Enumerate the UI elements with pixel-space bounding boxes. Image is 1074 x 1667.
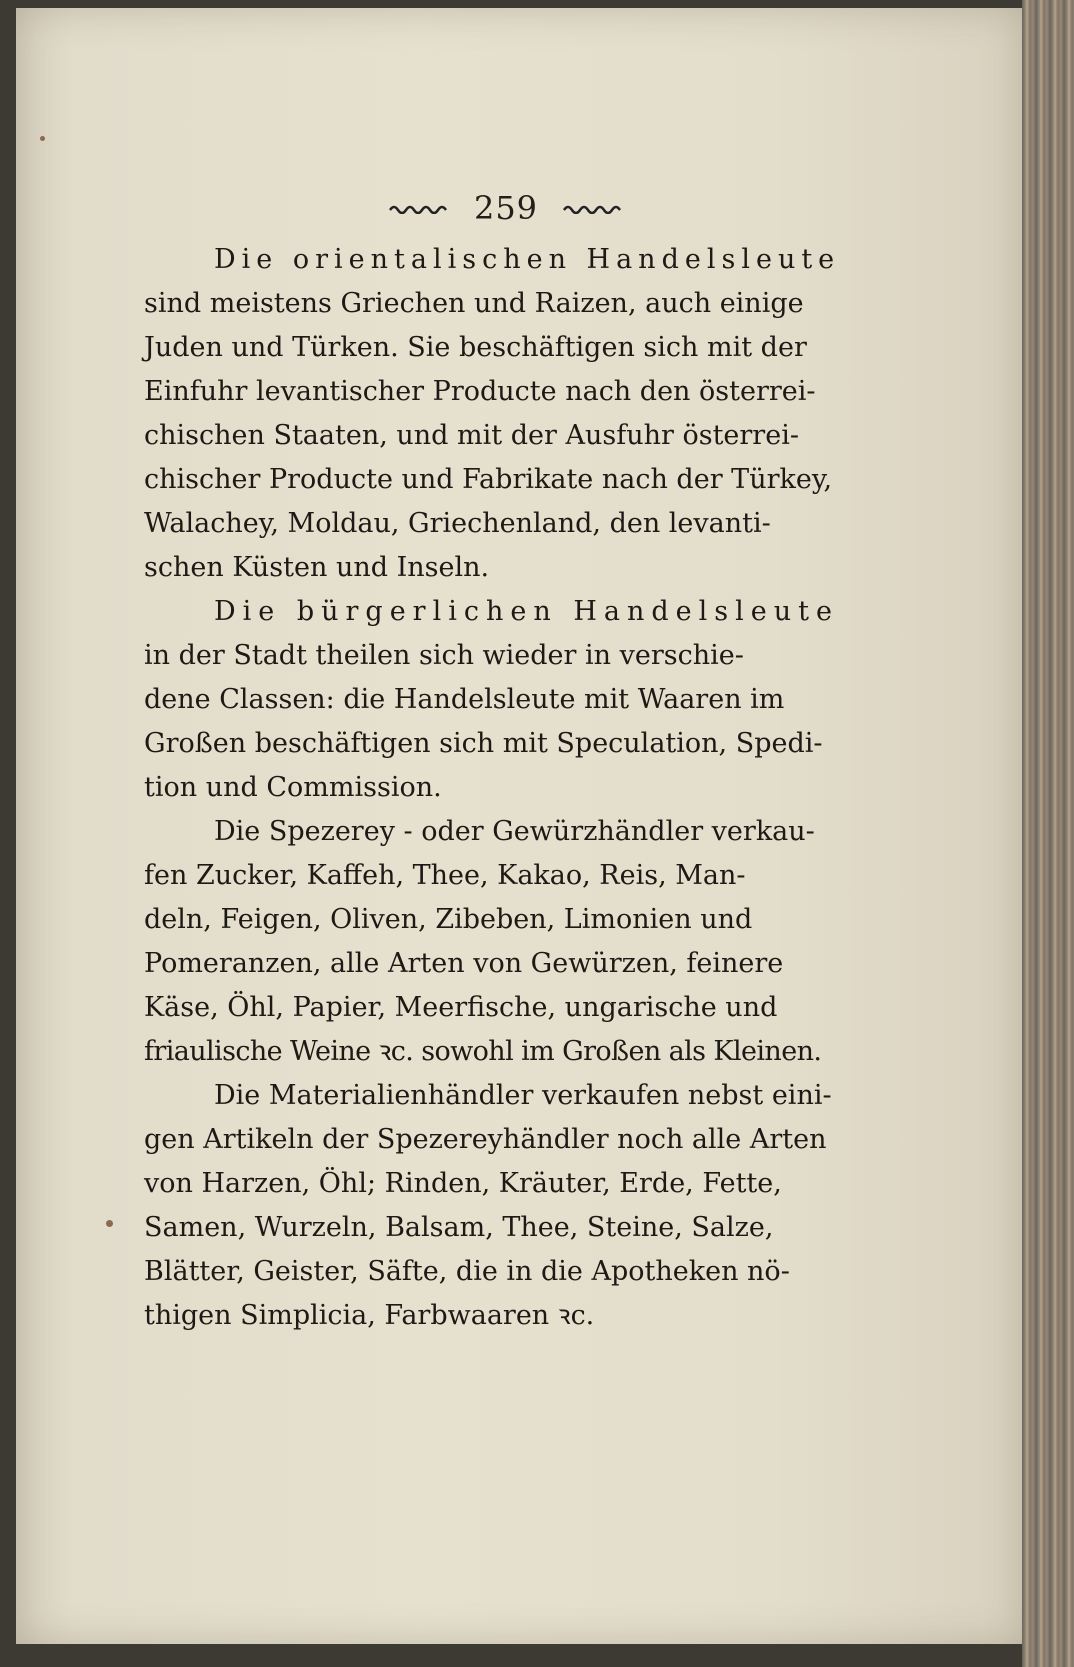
text-line [144, 546, 849, 590]
text-line [144, 326, 849, 370]
text-line-content: Großen beschäftigen sich mit Speculation, Spedi- [144, 728, 823, 759]
text-line [144, 370, 849, 414]
text-line [144, 238, 849, 282]
text-line-content: Pomeranzen, alle Arten von Gewürzen, feinere [144, 948, 784, 979]
text-line-content: Einfuhr levantischer Producte nach den österrei- [144, 376, 816, 407]
text-line-content: Samen, Wurzeln, Balsam, Thee, Steine, Salze, [144, 1212, 774, 1243]
text-line [144, 590, 849, 634]
text-line-content: Käse, Öhl, Papier, Meerfische, ungarische und [144, 992, 778, 1023]
text-line [144, 898, 849, 942]
text-line [144, 854, 849, 898]
text-line-content: Blätter, Geister, Säfte, die in die Apotheken nö- [144, 1256, 790, 1287]
text-line-content: von Harzen, Öhl; Rinden, Kräuter, Erde, Fette, [144, 1168, 782, 1199]
page-sheet [16, 8, 1022, 1644]
text-line-content: in der Stadt theilen sich wieder in verschie- [144, 640, 744, 671]
text-line [144, 986, 849, 1030]
stain-spot [106, 1220, 113, 1227]
text-line [144, 722, 849, 766]
text-line-content: fen Zucker, Kaffeh, Thee, Kakao, Reis, Man- [144, 860, 746, 891]
text-line-content: Die bürgerlichen Handelsleute [214, 596, 839, 627]
text-line [144, 502, 849, 546]
wavy-ornament-left-icon [388, 202, 450, 214]
text-line [144, 1294, 849, 1338]
wavy-ornament-right-icon [562, 202, 624, 214]
text-line [144, 1250, 849, 1294]
text-line [144, 1074, 849, 1118]
page-header [356, 183, 656, 233]
text-line-content: gen Artikeln der Spezereyhändler noch alle Arten [144, 1124, 827, 1155]
text-line-content: thigen Simplicia, Farbwaaren ꝛc. [144, 1300, 595, 1331]
text-line-content: Juden und Türken. Sie beschäftigen sich mit der [144, 332, 807, 363]
text-line-content: Die orientalischen Handelsleute [214, 244, 841, 275]
text-line [144, 282, 849, 326]
text-line-content: tion und Commission. [144, 772, 442, 803]
text-line-content: chischen Staaten, und mit der Ausfuhr österrei- [144, 420, 799, 451]
text-line-content: Die Materialienhändler verkaufen nebst eini- [214, 1080, 832, 1111]
text-line [144, 1162, 849, 1206]
text-line [144, 1206, 849, 1250]
text-line-content: sind meistens Griechen und Raizen, auch einige [144, 288, 804, 319]
book-page-edges [1022, 0, 1074, 1667]
text-line [144, 942, 849, 986]
text-line [144, 678, 849, 722]
text-line-content: Walachey, Moldau, Griechenland, den levanti- [144, 508, 771, 539]
stain-spot [40, 136, 45, 141]
text-line [144, 810, 849, 854]
text-line [144, 414, 849, 458]
text-line [144, 1118, 849, 1162]
text-line [144, 458, 849, 502]
body-text [144, 238, 849, 1338]
text-line-content: Die Spezerey - oder Gewürzhändler verkau- [214, 816, 815, 847]
text-line-content: friaulische Weine ꝛc. sowohl im Großen als Kleinen. [144, 1036, 822, 1067]
page-number: 259 [473, 189, 539, 227]
text-line-content: schen Küsten und Inseln. [144, 552, 490, 583]
text-line [144, 1030, 849, 1074]
text-line-content: dene Classen: die Handelsleute mit Waaren im [144, 684, 785, 715]
text-line-content: deln, Feigen, Oliven, Zibeben, Limonien und [144, 904, 753, 935]
text-line-content: chischer Producte und Fabrikate nach der Türkey, [144, 464, 833, 495]
text-line [144, 766, 849, 810]
text-line [144, 634, 849, 678]
